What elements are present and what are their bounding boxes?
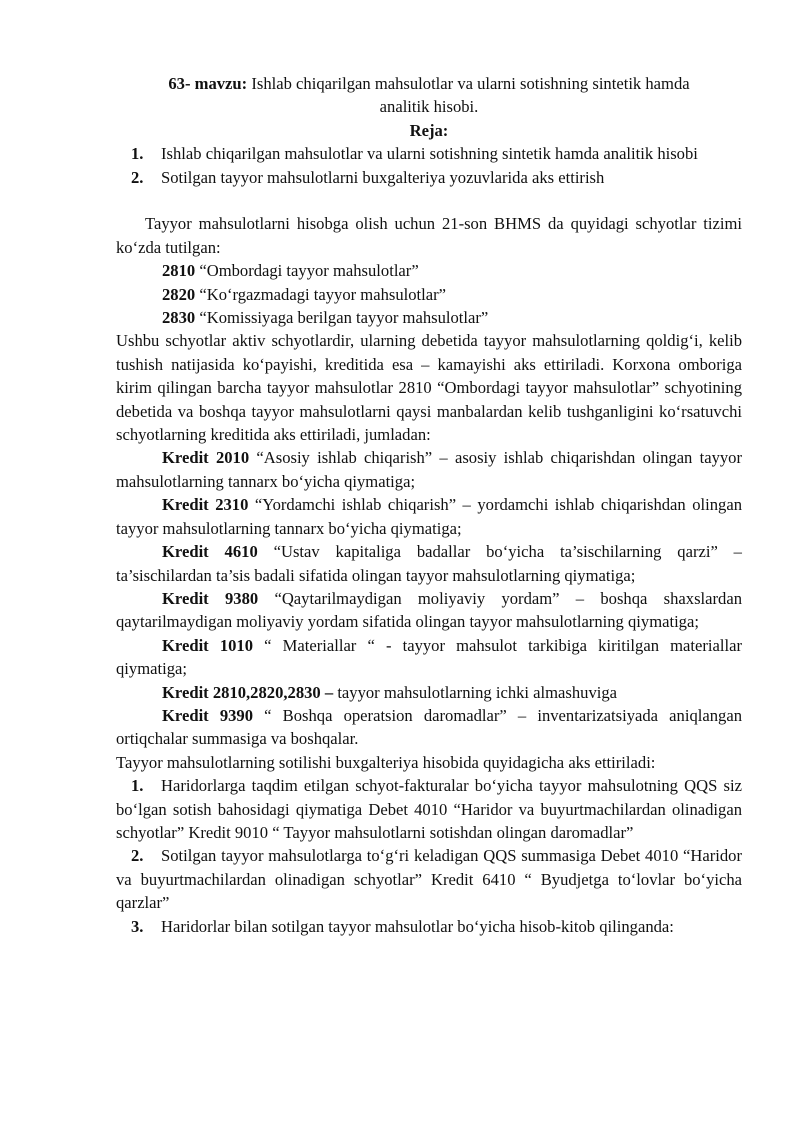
- topic-title: [116, 72, 742, 119]
- credit-label: Kredit 2010: [162, 448, 250, 468]
- sales-intro: Tayyor mahsulotlarning sotilishi buxgalteriya hisobida quyidagicha aks ettiriladi:: [116, 752, 656, 772]
- sales-item: [116, 915, 742, 938]
- credit-text: “ Boshqa operatsion daromadlar” – inventarizatsiyada aniqlangan ortiqchalar summasiga va boshqalar.: [116, 705, 742, 749]
- account-line: [116, 306, 742, 329]
- document-page: [116, 72, 742, 938]
- account-code: 2810: [162, 261, 196, 281]
- credit-entry: [116, 681, 742, 704]
- intro-paragraph: Tayyor mahsulotlarni hisobga olish uchun 21-son BHMS da quyidagi schyotlar tizimi ko‘zda tutilgan:: [116, 214, 742, 257]
- credit-entry: [116, 587, 742, 634]
- credit-entry: [116, 634, 742, 681]
- credit-text: “ Materiallar “ - tayyor mahsulot tarkibiga kiritilgan materiallar qiymatiga;: [116, 635, 742, 679]
- credit-entry: [116, 704, 742, 751]
- plan-item-text: Ishlab chiqarilgan mahsulotlar va ularni sotishning sintetik hamda analitik hisobi: [161, 144, 698, 164]
- sales-item-number: 3.: [131, 916, 144, 936]
- sales-item: [116, 844, 742, 914]
- account-name: “Ko‘rgazmadagi tayyor mahsulotlar”: [199, 284, 447, 304]
- credit-entry: [116, 540, 742, 587]
- topic-title-line2: analitik hisobi.: [379, 97, 479, 117]
- plan-item-2: [116, 166, 742, 189]
- plan-item-number: 1.: [131, 144, 144, 164]
- spacer: [116, 189, 742, 212]
- topic-title-line1: Ishlab chiqarilgan mahsulotlar va ularni sotishning sintetik hamda: [251, 74, 690, 93]
- credit-label: Kredit 1010: [162, 635, 254, 655]
- credit-label: Kredit 9390: [162, 705, 254, 725]
- sales-item-text: Sotilgan tayyor mahsulotlarga to‘g‘ri keladigan QQS summasiga Debet 4010 “Haridor va buyurtmachilardan olinadigan schyotlar” Kredit 6410 “ Byudjetga to‘lovlar bo‘yicha qarzlar”: [116, 846, 742, 913]
- sales-item-text: Haridorlar bilan sotilgan tayyor mahsulotlar bo‘yicha hisob-kitob qilinganda:: [161, 916, 674, 936]
- credit-entry: [116, 446, 742, 493]
- account-line: [116, 259, 742, 282]
- plan-item-text: Sotilgan tayyor mahsulotlarni buxgalteriya yozuvlarida aks ettirish: [161, 167, 605, 187]
- credit-label: Kredit 2810,2820,2830 –: [162, 682, 334, 702]
- plan-heading-text: Reja:: [409, 120, 449, 140]
- credit-text: “Asosiy ishlab chiqarish” – asosiy ishlab chiqarishdan olingan tayyor mahsulotlarning tannarx bo‘yicha qiymatiga;: [116, 448, 742, 491]
- sales-item: [116, 774, 742, 844]
- active-accounts-paragraph: Ushbu schyotlar aktiv schyotlardir, ularning debetida tayyor mahsulotlarning qoldig‘i, kelib tushish natijasida ko‘payishi, kreditida esa – kamayishi aks ettiriladi. Korxona omboriga kirim qilingan barcha tayyor mahsulotlar 2810 “Ombordagi tayyor mahsulotlar” schyotining debetida va boshqa tayyor mahsulotlarni qaysi manbalardan kelib tushganligini ko‘rsatuvchi schyotlarning kreditida aks ettiriladi, jumladan:: [116, 331, 742, 445]
- plan-item-1: [116, 142, 742, 165]
- credit-entry: [116, 493, 742, 540]
- account-line: [116, 283, 742, 306]
- credit-text: “Yordamchi ishlab chiqarish” – yordamchi ishlab chiqarishdan olingan tayyor mahsulotlarning tannarx bo‘yicha qiymatiga;: [116, 495, 742, 538]
- credit-label: Kredit 4610: [162, 542, 258, 562]
- sales-item-text: Haridorlarga taqdim etilgan schyot-fakturalar bo‘yicha tayyor mahsulotning QQS siz bo‘lgan sotish bahosidagi qiymatiga Debet 4010 “Haridor va buyurtmachilardan olinadigan schyotlar” Kredit 9010 “ Tayyor mahsulotlarni sotishdan olingan daromadlar”: [116, 776, 742, 842]
- sales-item-number: 2.: [131, 846, 144, 866]
- credit-text: tayyor mahsulotlarning ichki almashuviga: [337, 682, 618, 702]
- credit-text: “Ustav kapitaliga badallar bo‘yicha ta’sischilarning qarzi” – ta’sischilardan ta’sis badali sifatida olingan tayyor mahsulotlarning qiymatiga;: [116, 542, 742, 585]
- account-code: 2830: [162, 308, 196, 328]
- account-name: “Komissiyaga berilgan tayyor mahsulotlar”: [199, 308, 489, 328]
- topic-number: 63- mavzu:: [168, 74, 248, 93]
- sales-item-number: 1.: [131, 776, 144, 796]
- plan-item-number: 2.: [131, 167, 144, 187]
- credit-label: Kredit 2310: [162, 495, 249, 515]
- account-name: “Ombordagi tayyor mahsulotlar”: [199, 261, 419, 281]
- plan-heading: [116, 119, 742, 142]
- credit-text: “Qaytarilmaydigan moliyaviy yordam” – boshqa shaxslardan qaytarilmaydigan moliyaviy yordam sifatida olingan tayyor mahsulotlarning qiymatiga;: [116, 588, 742, 632]
- account-code: 2820: [162, 284, 196, 304]
- credit-label: Kredit 9380: [162, 588, 259, 608]
